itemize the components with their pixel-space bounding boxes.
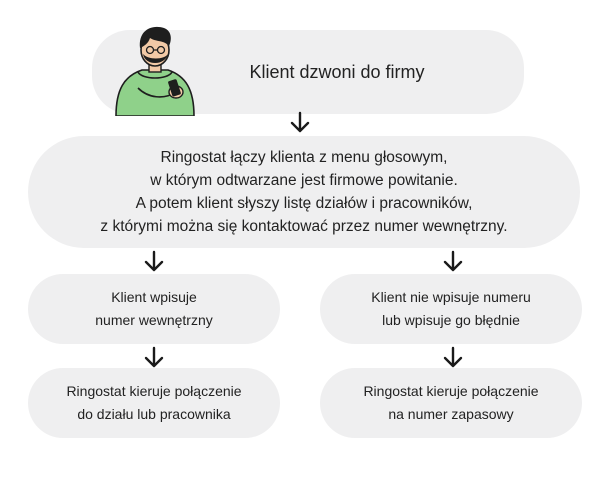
arrow-down-icon (289, 111, 311, 133)
branch-left-result-node (28, 368, 280, 438)
branch-right-condition-node (320, 274, 582, 344)
branch-left-result-label: Ringostat kieruje połączenie do działu lub pracownika (66, 383, 242, 422)
branch-left-condition-label: Klient wpisuje numer wewnętrzny (95, 289, 213, 328)
branch-right-condition-label: Klient nie wpisuje numeru lub wpisuje go błędnie (371, 289, 531, 328)
start-node-label: Klient dzwoni do firmy (249, 61, 425, 82)
arrow-down-icon (442, 250, 464, 272)
branch-right-result-label: Ringostat kieruje połączenie na numer zapasowy (363, 383, 539, 422)
ivr-menu-label: Ringostat łączy klienta z menu głosowym, w którym odtwarzane jest firmowe powitanie. A potem klient słyszy listę działów i pracowników, z którymi można się kontaktować przez numer wewnętrzny. (100, 149, 508, 235)
arrow-down-icon (143, 250, 165, 272)
person-with-phone-icon (112, 18, 198, 116)
ivr-menu-node (28, 136, 580, 248)
branch-left-condition-node (28, 274, 280, 344)
branch-right-result-node (320, 368, 582, 438)
arrow-down-icon (442, 346, 464, 368)
arrow-down-icon (143, 346, 165, 368)
